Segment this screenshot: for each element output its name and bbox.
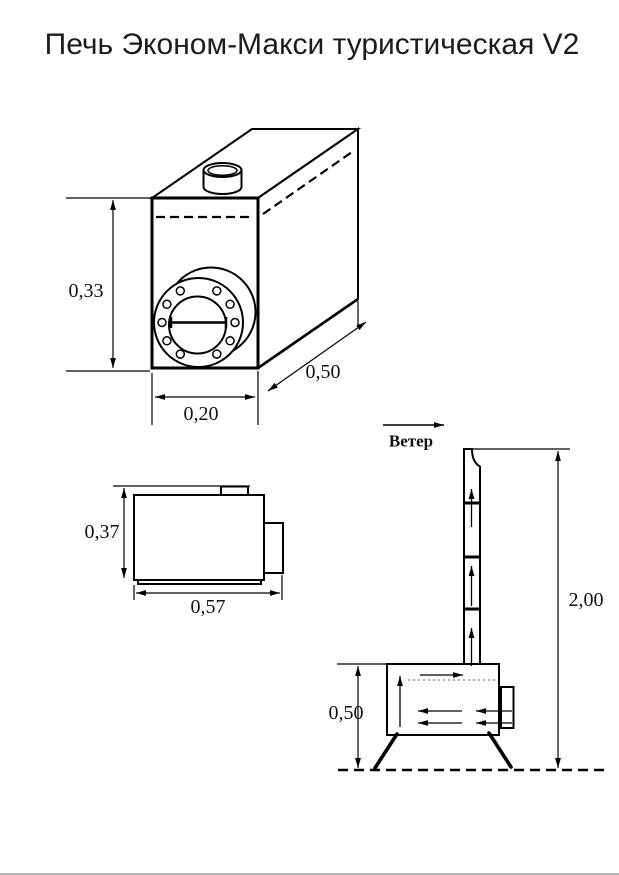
wind-label: Ветер: [388, 431, 434, 451]
body-flow-arrows: [400, 675, 512, 727]
elevation-body-height-label: 0,50: [328, 702, 364, 724]
packed-bottom-strip: [138, 580, 261, 584]
packed-length-label: 0,57: [190, 596, 226, 618]
packed-body: [134, 495, 264, 580]
iso-depth-label: 0,50: [305, 361, 341, 383]
door-opening: [169, 297, 226, 354]
iso-height-label: 0,33: [68, 280, 104, 302]
chimney-stub: [204, 163, 242, 194]
packed-chimney-stub: [221, 487, 248, 496]
packed-view: [113, 486, 283, 600]
page-title: Печь Эконом-Макси туристическая V2: [44, 28, 580, 61]
elevation-door-box: [501, 687, 514, 728]
iso-width-label: 0,20: [183, 403, 219, 425]
elevation-view: [337, 425, 608, 770]
packed-door-box: [264, 523, 283, 573]
stove-legs: [375, 733, 511, 768]
elevation-total-height-label: 2,00: [568, 589, 604, 611]
packed-height-label: 0,37: [84, 521, 120, 543]
